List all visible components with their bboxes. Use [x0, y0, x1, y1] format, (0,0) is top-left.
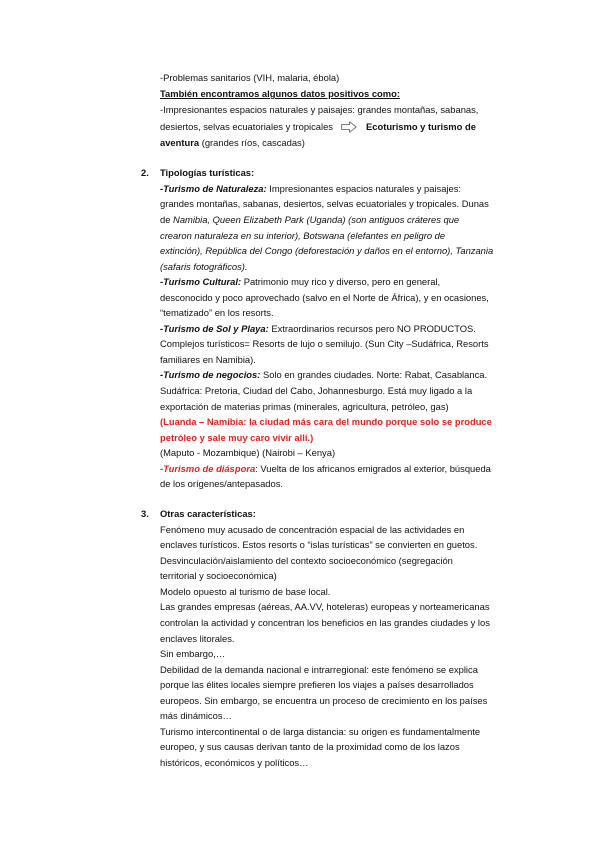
text-run: desiertos, selvas ecuatoriales y tropicales: [160, 120, 333, 132]
section-heading-line: [141, 506, 540, 522]
section-3: [141, 506, 540, 770]
text-run: : Vuelta de los africanos emigrados al exterior, búsqueda: [255, 462, 491, 474]
highlight-note-line: [160, 414, 540, 430]
text-run: Extraordinarios recursos pero NO PRODUCTOS.: [268, 322, 476, 334]
text-run: Impresionantes espacios naturales y paisajes:: [266, 182, 462, 194]
text-run: (safaris fotográficos).: [160, 260, 248, 272]
text-line: [160, 259, 540, 275]
highlight-note: petróleo y sale muy caro vivir allí.): [160, 431, 314, 443]
text-run: enclaves litorales.: [160, 632, 235, 644]
text-line: [160, 181, 540, 197]
text-line: [160, 568, 540, 584]
text-run: -Problemas sanitarios (VIH, malaria, ébola): [160, 72, 340, 83]
text-run: Solo en grandes ciudades. Norte: Rabat, Casablanca.: [260, 369, 488, 381]
text-run: históricos, económicos y políticos…: [160, 756, 309, 768]
text-run: porque las élites locales siempre prefieren los viajes a países desarrollados: [160, 679, 474, 691]
text-run: grandes montañas, sabanas, desiertos, selvas ecuatoriales y tropicales. Dunas: [160, 198, 489, 210]
section-number: 3.: [141, 508, 149, 520]
weak-demand-paragraph: [160, 662, 540, 724]
business-tourism-paragraph: [160, 367, 540, 460]
text-line: [160, 615, 540, 631]
text-line: [160, 461, 540, 477]
text-line: [160, 367, 540, 383]
section-heading: Tipologías turísticas:: [160, 167, 255, 179]
right-arrow-icon: [341, 121, 357, 133]
text-run: familiares en Namibia).: [160, 353, 256, 365]
concentration-paragraph: [160, 522, 540, 553]
ecotourism-result: aventura: [160, 136, 200, 148]
text-run: Turismo intercontinental o de larga distancia: su origen es fundamentalmente: [160, 725, 481, 737]
text-line: [160, 196, 540, 212]
intro-block: [160, 70, 540, 151]
section-heading: Otras características:: [160, 508, 256, 520]
landscapes-item-line: [160, 102, 540, 118]
cultural-tourism-paragraph: [160, 274, 540, 321]
text-line: [160, 662, 540, 678]
text-line: [160, 537, 540, 553]
text-run: exportación de materias primas (minerales, agricultura, petróleo, gas): [160, 400, 449, 412]
text-run: de los orígenes/antepasados.: [160, 478, 284, 490]
highlight-note: (Luanda – Namibia: la ciudad más cara del mundo porque solo se produce: [160, 416, 492, 428]
text-run: Namibia, Queen Elizabeth Park (Uganda) (son antiguos cráteres que: [173, 213, 460, 225]
text-run: territorial y socioeconómica): [160, 570, 277, 582]
text-line: [160, 693, 540, 709]
text-line: [160, 708, 540, 724]
text-line: [160, 274, 540, 290]
text-line: [160, 522, 540, 538]
text-run: Debilidad de la demanda nacional e intrarregional: este fenómeno se explica: [160, 663, 478, 675]
intercontinental-paragraph: [160, 724, 540, 771]
text-line: [160, 677, 540, 693]
text-line: [160, 305, 540, 321]
text-line: [160, 383, 540, 399]
text-line: [160, 631, 540, 647]
text-line: [160, 352, 540, 368]
page-content: [141, 70, 540, 771]
opposite-model-paragraph: [160, 584, 540, 600]
positive-data-heading-line: [160, 86, 540, 102]
however-paragraph: [160, 646, 540, 662]
text-run: Modelo opuesto al turismo de base local.: [160, 585, 331, 597]
text-run: más dinámicos…: [160, 710, 232, 722]
text-run: Desvinculación/aislamiento del contexto socioeconómico (segregación: [160, 554, 453, 566]
section-number: 2.: [141, 167, 149, 179]
section-2: [141, 165, 540, 491]
text-run: Las grandes empresas (aéreas, AA.VV, hoteleras) europeas y norteamericanas: [160, 601, 490, 613]
text-run: europeo, y sus causas derivan tanto de la proximidad como de los lazos: [160, 741, 460, 753]
nature-tourism-paragraph: [160, 181, 540, 274]
text-line: [160, 724, 540, 740]
landscapes-item-line: [160, 135, 540, 151]
text-line: [160, 399, 540, 415]
text-line: [160, 755, 540, 771]
text-line: [160, 476, 540, 492]
tourism-type-label: -Turismo de Naturaleza:: [160, 182, 267, 194]
text-run: Patrimonio muy rico y diverso, pero en general,: [241, 276, 441, 288]
text-line: [160, 336, 540, 352]
sun-beach-tourism-paragraph: [160, 321, 540, 368]
text-line: [160, 739, 540, 755]
text-run: Sudáfrica: Pretoria, Ciudad del Cabo, Johannesburgo. Está muy ligado a la: [160, 384, 473, 396]
text-line: [160, 228, 540, 244]
text-line: [160, 553, 540, 569]
text-run: desconocido y poco aprovechado (salvo en el Norte de África), y en ocasiones,: [160, 291, 489, 303]
tourism-type-label: -Turismo de negocios:: [160, 369, 261, 381]
text-run: extinción), República del Congo (deforestación y daños en el entorno), Tanzania: [160, 245, 494, 257]
highlight-note-line: [160, 430, 540, 446]
large-companies-paragraph: [160, 599, 540, 646]
tourism-type-label: -Turismo Cultural:: [160, 276, 242, 288]
diaspora-tourism-paragraph: [160, 461, 540, 492]
text-run: (grandes ríos, cascadas): [199, 136, 305, 148]
text-line: [160, 646, 540, 662]
tourism-type-label: -Turismo de diáspora: [160, 462, 256, 474]
text-run: Complejos turísticos= Resorts de lujo o semilujo. (Sun City –Sudáfrica, Resorts: [160, 338, 489, 350]
ecotourism-result: Ecoturismo y turismo de: [366, 120, 476, 132]
text-line: [160, 584, 540, 600]
text-run: (Maputo - Mozambique) (Nairobi – Kenya): [160, 447, 336, 459]
health-problems-item: [160, 70, 540, 86]
text-line: [160, 243, 540, 259]
text-run: crearon naturaleza en su interior), Botswana (elefantes en peligro de: [160, 229, 446, 241]
landscapes-item-line: [160, 119, 540, 135]
text-run: controlan la actividad y concentran los beneficios en las grandes ciudades y los: [160, 617, 490, 629]
positive-data-heading: También encontramos algunos datos positivos como:: [160, 88, 400, 100]
text-run: -Impresionantes espacios naturales y paisajes: grandes montañas, sabanas,: [160, 104, 479, 116]
text-run: Sin embargo,…: [160, 648, 226, 660]
section-heading-line: [141, 165, 540, 181]
text-run: europeos. Sin embargo, se encuentra un proceso de crecimiento en los países: [160, 694, 488, 706]
text-line: [160, 599, 540, 615]
text-run: de: [160, 213, 174, 225]
text-line: [160, 212, 540, 228]
text-line: [160, 290, 540, 306]
text-run: Fenómeno muy acusado de concentración espacial de las actividades en: [160, 523, 465, 535]
text-run: enclaves turísticos. Estos resorts o “islas turísticas” se convierten en guetos.: [160, 539, 478, 551]
tourism-type-label: -Turismo de Sol y Playa:: [160, 322, 269, 334]
text-run: “tematizado” en los resorts.: [160, 307, 274, 319]
text-line: [160, 445, 540, 461]
text-line: [160, 321, 540, 337]
disconnection-paragraph: [160, 553, 540, 584]
